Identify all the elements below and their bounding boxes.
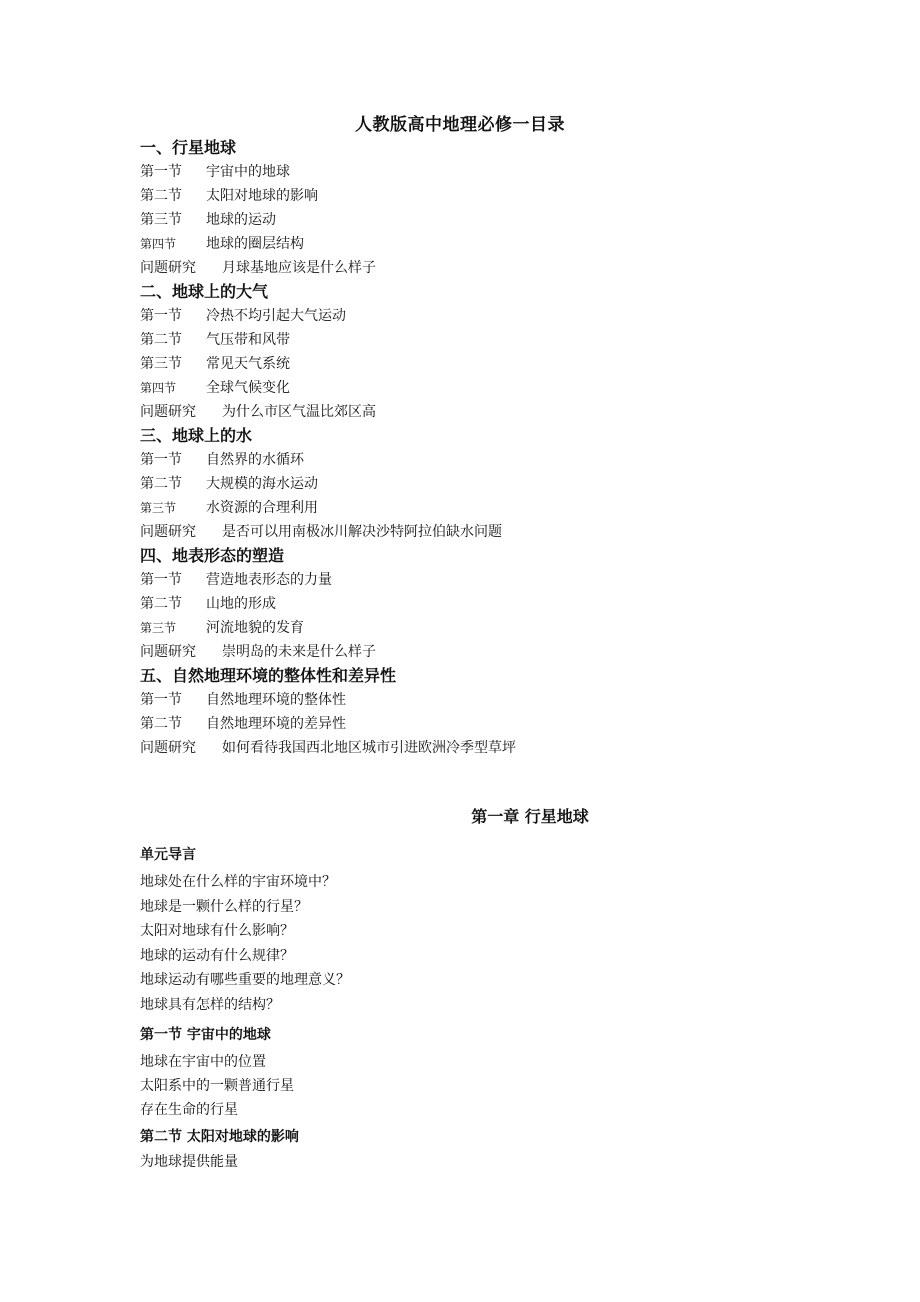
toc-entry	[140, 712, 820, 736]
toc-entry	[140, 568, 820, 592]
section-item: 地球在宇宙中的位置	[140, 1054, 266, 1070]
toc-entry-number: 第一节	[140, 452, 182, 468]
toc-unit-heading: 二、地球上的大气	[140, 282, 269, 301]
toc-entry-number: 第三节	[140, 621, 177, 635]
toc-entry-number: 问题研究	[140, 524, 196, 540]
toc-unit-heading: 四、地表形态的塑造	[140, 546, 285, 565]
toc-entry-title: 全球气候变化	[206, 380, 290, 396]
toc-entry-title: 自然界的水循环	[206, 452, 304, 468]
toc-entry-number: 第四节	[140, 237, 177, 251]
toc-unit-heading: 三、地球上的水	[140, 426, 253, 445]
toc-unit-heading: 一、行星地球	[140, 138, 237, 157]
toc-entry-number: 第三节	[140, 356, 182, 372]
toc-entry-number: 第四节	[140, 381, 177, 395]
toc-entry	[140, 160, 820, 184]
toc-entry-number: 第一节	[140, 308, 182, 324]
toc-entry-number: 问题研究	[140, 740, 196, 756]
toc-entry	[140, 400, 820, 424]
toc-entry-number: 问题研究	[140, 404, 196, 420]
section-item: 存在生命的行星	[140, 1102, 238, 1118]
toc-entry-title: 崇明岛的未来是什么样子	[222, 644, 376, 660]
intro-question: 地球是一颗什么样的行星？	[140, 898, 308, 915]
toc-entry-number: 第二节	[140, 596, 182, 612]
toc-entry-number: 第三节	[140, 212, 182, 228]
toc-entry-number: 第二节	[140, 476, 182, 492]
toc-entry	[140, 352, 820, 376]
toc-entry-number: 问题研究	[140, 260, 196, 276]
table-of-contents	[140, 136, 820, 760]
toc-entry-title: 冷热不均引起大气运动	[206, 308, 346, 324]
toc-entry-title: 河流地貌的发育	[206, 620, 304, 636]
toc-entry-number: 第一节	[140, 164, 182, 180]
section-item: 为地球提供能量	[140, 1154, 238, 1170]
toc-entry-number: 第二节	[140, 332, 182, 348]
toc-entry-number: 第二节	[140, 716, 182, 732]
intro-question: 太阳对地球有什么影响？	[140, 923, 294, 939]
toc-entry	[140, 232, 820, 256]
toc-entry-title: 水资源的合理利用	[206, 500, 318, 516]
toc-entry	[140, 208, 820, 232]
toc-entry-title: 地球的运动	[206, 212, 276, 228]
toc-entry	[140, 448, 820, 472]
toc-entry	[140, 520, 820, 544]
document-title: 人教版高中地理必修一目录	[355, 115, 565, 135]
toc-entry-title: 为什么市区气温比郊区高	[222, 404, 376, 420]
toc-entry	[140, 592, 820, 616]
toc-entry	[140, 688, 820, 712]
toc-entry-title: 宇宙中的地球	[206, 164, 290, 180]
toc-entry-title: 太阳对地球的影响	[206, 188, 318, 204]
toc-entry-number: 第一节	[140, 692, 182, 708]
intro-question: 地球具有怎样的结构？	[140, 996, 280, 1013]
section-items	[140, 1050, 294, 1122]
section-heading: 第二节 太阳对地球的影响	[140, 1129, 299, 1145]
toc-entry-title: 自然地理环境的整体性	[206, 692, 346, 708]
toc-entry-title: 营造地表形态的力量	[206, 572, 332, 588]
toc-entry	[140, 496, 820, 520]
toc-entry-number: 问题研究	[140, 644, 196, 660]
intro-questions	[140, 870, 350, 1017]
toc-entry-title: 月球基地应该是什么样子	[222, 260, 376, 276]
toc-entry-title: 如何看待我国西北地区城市引进欧洲冷季型草坪	[222, 740, 516, 756]
toc-entry-title: 自然地理环境的差异性	[206, 716, 346, 732]
toc-entry-number: 第二节	[140, 188, 182, 204]
toc-entry-title: 是否可以用南极冰川解决沙特阿拉伯缺水问题	[222, 524, 502, 540]
toc-entry	[140, 328, 820, 352]
toc-entry-title: 气压带和风带	[206, 332, 290, 348]
toc-entry-title: 常见天气系统	[206, 356, 290, 372]
intro-question: 地球运动有哪些重要的地理意义？	[140, 972, 350, 988]
toc-entry-title: 山地的形成	[206, 596, 276, 612]
toc-entry-number: 第一节	[140, 572, 182, 588]
toc-entry-title: 大规模的海水运动	[206, 476, 318, 492]
toc-entry	[140, 640, 820, 664]
intro-question: 地球处在什么样的宇宙环境中？	[140, 874, 336, 890]
section-heading: 第一节 宇宙中的地球	[140, 1027, 271, 1043]
intro-heading: 单元导言	[140, 847, 196, 863]
toc-entry	[140, 472, 820, 496]
section-items	[140, 1150, 238, 1174]
toc-entry	[140, 376, 820, 400]
chapter-title: 第一章 行星地球	[471, 807, 589, 826]
toc-entry	[140, 256, 820, 280]
toc-entry	[140, 736, 820, 760]
toc-entry-title: 地球的圈层结构	[206, 236, 304, 252]
toc-entry-number: 第三节	[140, 501, 177, 515]
intro-question: 地球的运动有什么规律？	[140, 947, 294, 964]
toc-unit-heading: 五、自然地理环境的整体性和差异性	[140, 666, 397, 685]
toc-entry	[140, 616, 820, 640]
toc-entry	[140, 184, 820, 208]
toc-entry	[140, 304, 820, 328]
section-item: 太阳系中的一颗普通行星	[140, 1078, 294, 1094]
